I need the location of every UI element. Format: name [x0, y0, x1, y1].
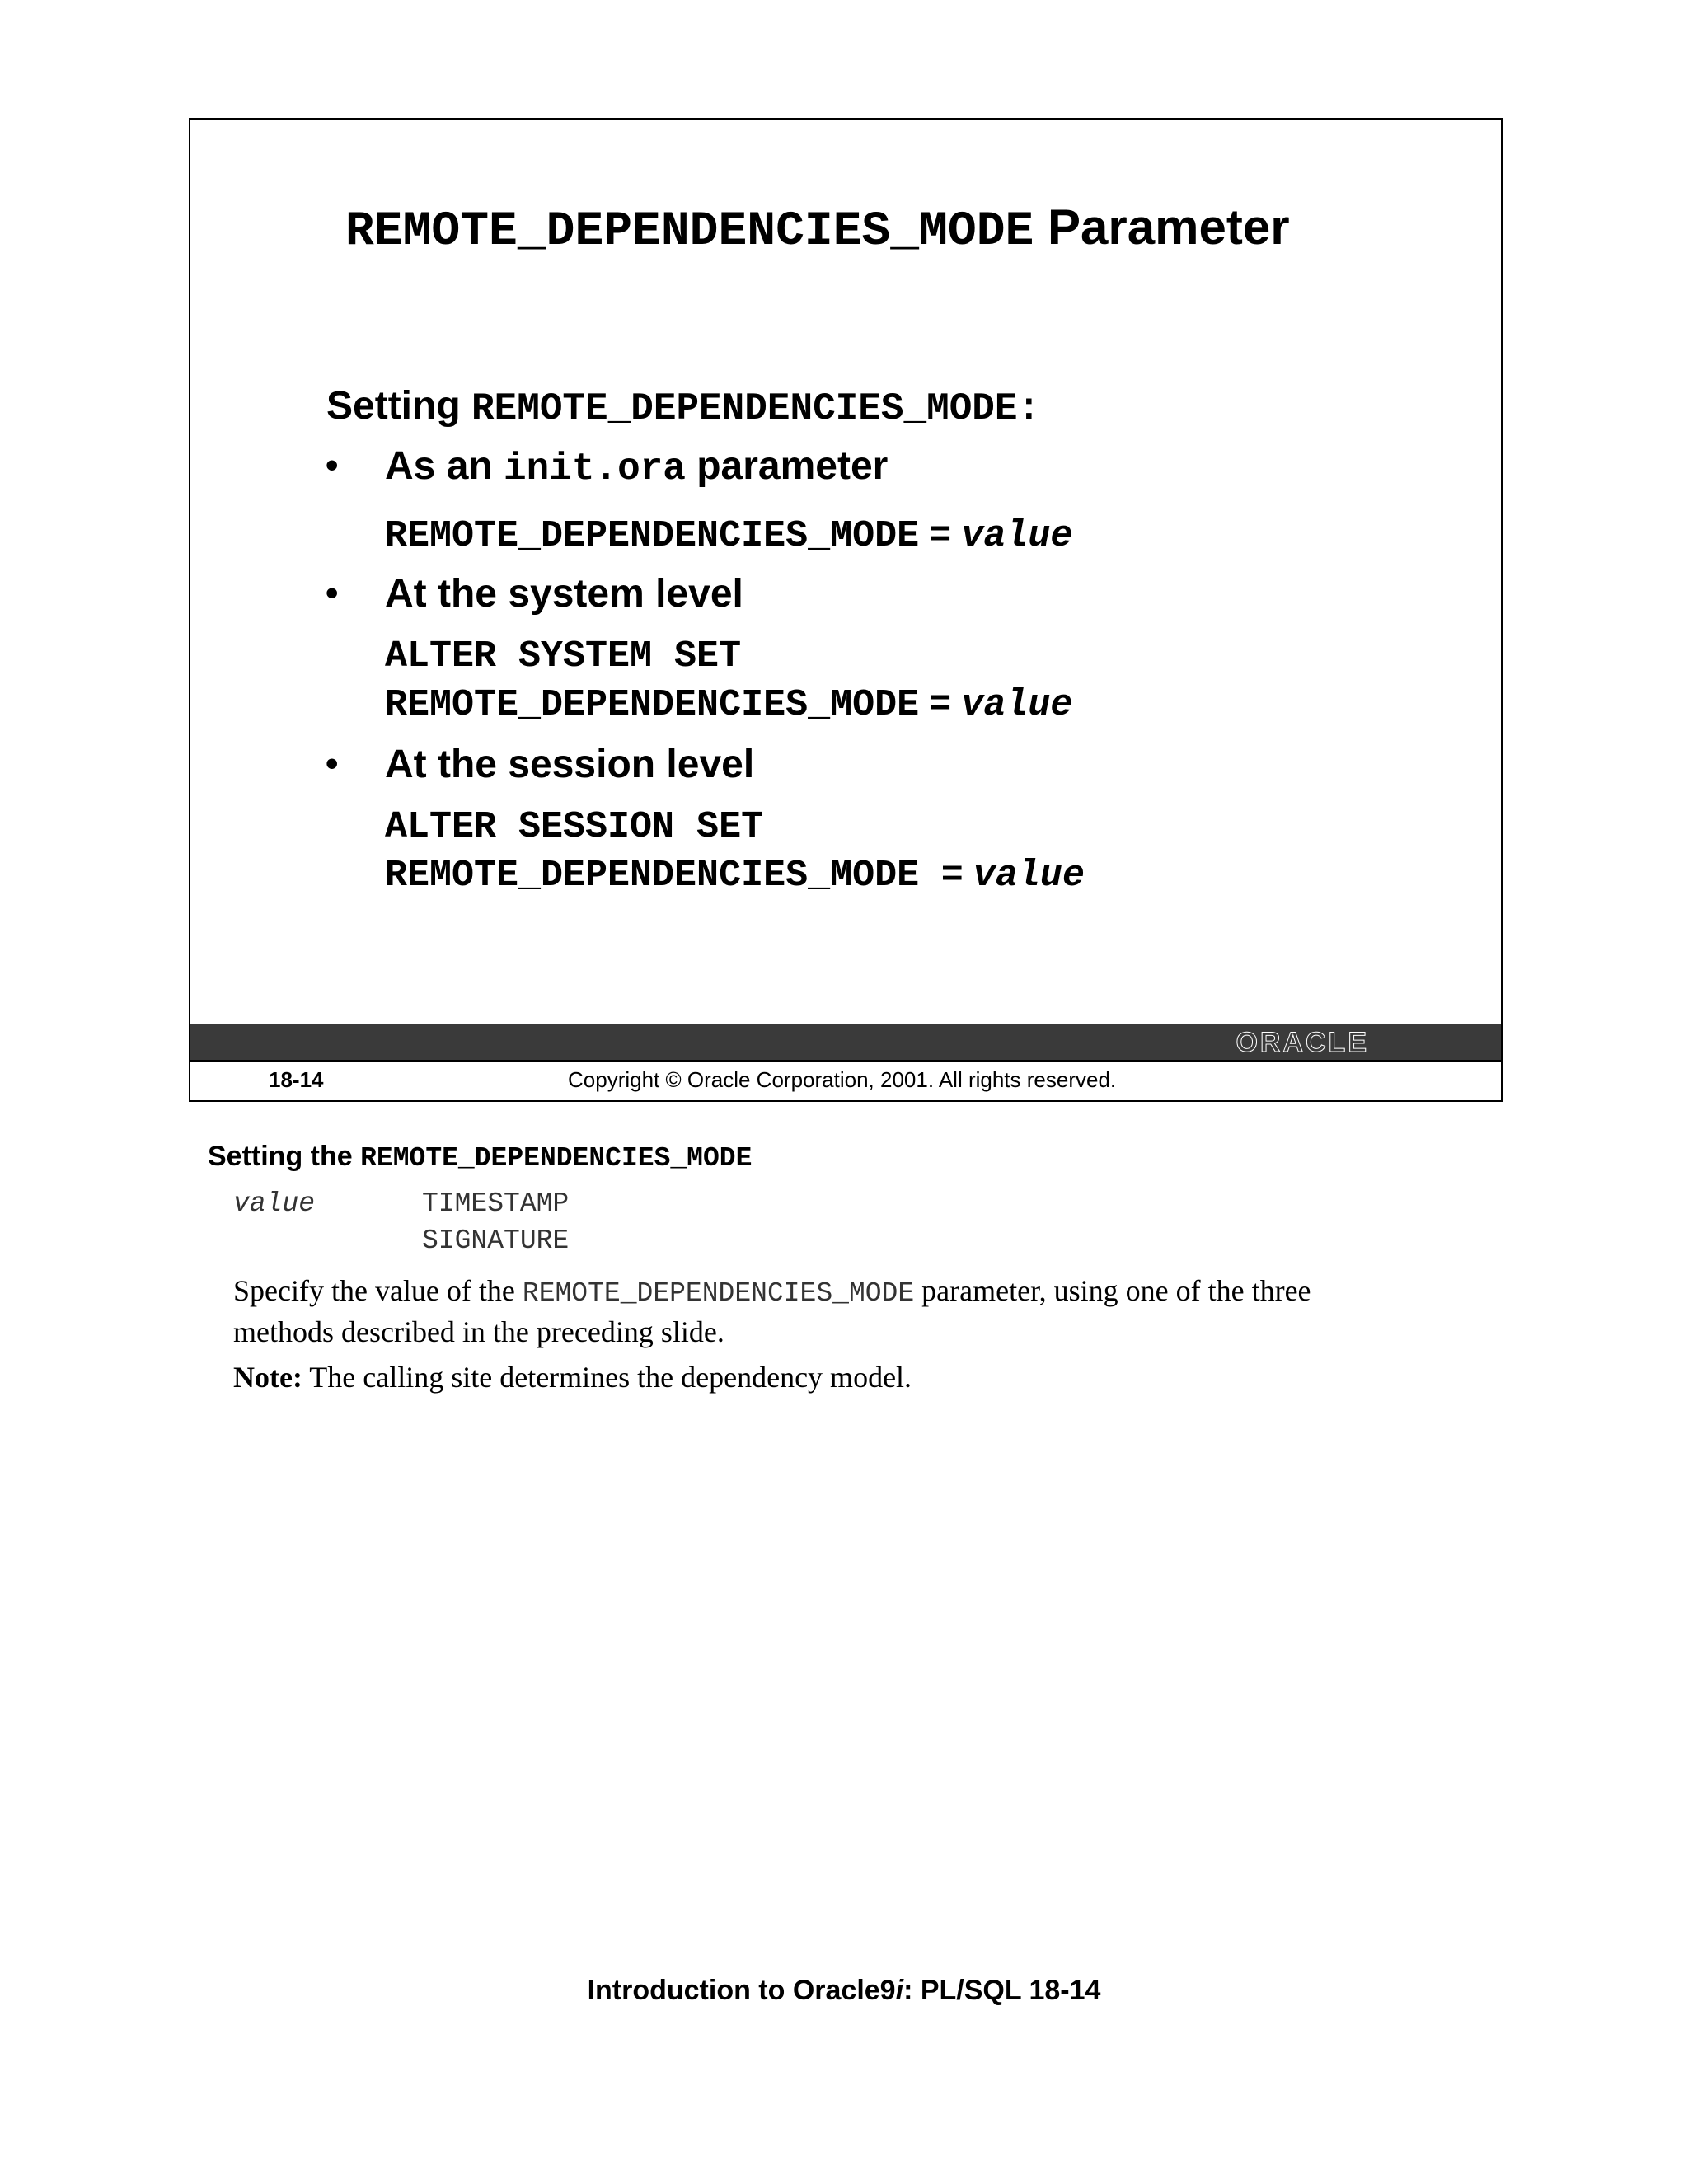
setting-code: REMOTE_DEPENDENCIES_MODE: — [471, 387, 1041, 430]
code-line: ALTER SYSTEM SET — [385, 635, 742, 677]
footer-text: Introduction to Oracle9 — [587, 1975, 896, 2006]
code-equals: = — [941, 851, 973, 893]
value-label: value — [233, 1188, 316, 1219]
para-code: REMOTE_DEPENDENCIES_MODE — [522, 1278, 915, 1309]
slide-title-text: Parameter — [1034, 199, 1290, 255]
code-line — [385, 851, 1085, 897]
bullet-icon: • — [326, 743, 339, 784]
setting-label: Setting — [326, 384, 471, 428]
note-text — [233, 1360, 912, 1394]
para-text: Specify the value of the — [233, 1274, 523, 1307]
code-keyword: REMOTE_DEPENDENCIES_MODE — [385, 684, 920, 726]
note-body: The calling site determines the dependency model. — [302, 1361, 912, 1394]
setting-heading — [326, 383, 1040, 430]
slide-title — [345, 199, 1290, 259]
code-equals: = — [919, 512, 962, 554]
slide-title-code: REMOTE_DEPENDENCIES_MODE — [345, 205, 1034, 259]
option-signature: SIGNATURE — [422, 1226, 570, 1256]
code-value: value — [961, 515, 1073, 557]
notes-heading — [208, 1141, 752, 1174]
slide-frame — [189, 118, 1503, 1102]
bullet-system-level: At the system level — [385, 572, 743, 616]
code-keyword: REMOTE_DEPENDENCIES_MODE — [385, 855, 942, 897]
page-footer — [0, 1975, 1688, 2007]
footer-italic: i — [895, 1975, 904, 2006]
divider — [190, 1060, 1501, 1062]
para-text: methods described in the preceding slide. — [233, 1315, 724, 1348]
code-line: ALTER SESSION SET — [385, 806, 764, 848]
code-value: value — [973, 855, 1085, 897]
code-value: value — [961, 684, 1073, 726]
notes-paragraph — [233, 1272, 1311, 1351]
bullet-icon: • — [326, 573, 339, 613]
bullet-code: init.ora — [504, 448, 686, 490]
para-text: parameter, using one of the three — [914, 1274, 1311, 1307]
bullet-text: parameter — [685, 444, 889, 488]
footer-text: : PL/SQL 18-14 — [903, 1975, 1101, 2006]
code-keyword: REMOTE_DEPENDENCIES_MODE — [385, 515, 920, 557]
bullet-icon: • — [326, 445, 339, 485]
bullet-init-ora — [385, 443, 888, 490]
code-equals: = — [919, 681, 962, 723]
note-label: Note: — [233, 1361, 302, 1394]
slide-number: 18-14 — [269, 1067, 324, 1092]
notes-heading-text: Setting the — [208, 1141, 361, 1172]
notes-heading-code: REMOTE_DEPENDENCIES_MODE — [360, 1143, 753, 1174]
code-line — [385, 681, 1072, 726]
oracle-logo: ORACLE — [1236, 1027, 1369, 1058]
code-line — [385, 512, 1072, 557]
bullet-text: As an — [385, 444, 504, 488]
copyright-text: Copyright © Oracle Corporation, 2001. All rights reserved. — [568, 1067, 1117, 1092]
bullet-session-level: At the session level — [385, 743, 755, 786]
option-timestamp: TIMESTAMP — [422, 1188, 570, 1219]
